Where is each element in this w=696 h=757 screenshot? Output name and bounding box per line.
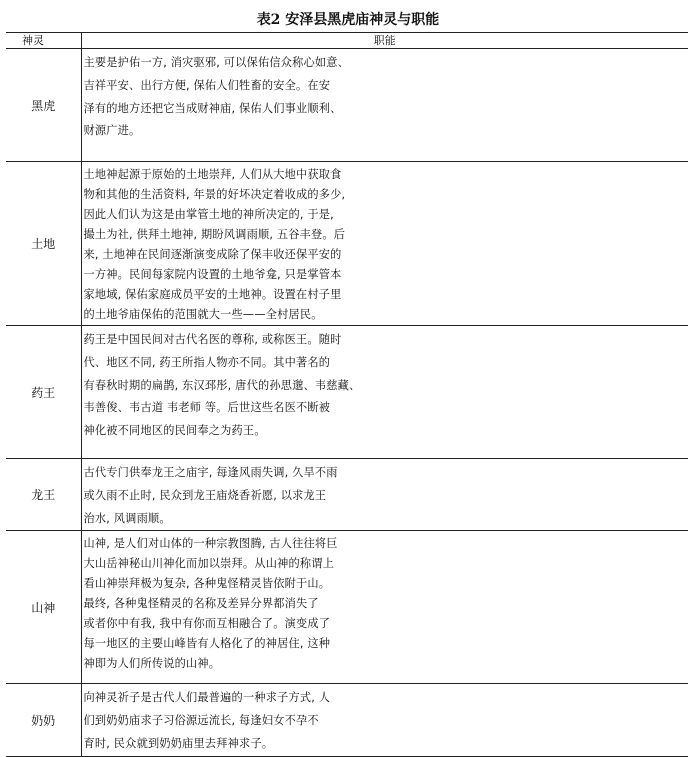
function-text-line: 神即为人们所传说的山神。 bbox=[83, 657, 221, 671]
function-text-line: 土地神起源于原始的土地崇拜, 人们从大地中获取食 bbox=[83, 168, 342, 181]
deity-function-table bbox=[6, 32, 688, 757]
function-text-line: 们到奶奶庙求子习俗源远流长, 每逢妇女不孕不 bbox=[83, 714, 319, 728]
deity-name: 山神 bbox=[6, 531, 81, 684]
table-header-row bbox=[6, 33, 688, 49]
function-text-line: 古代专门供奉龙王之庙宇, 每逢风雨失调, 久旱不雨 bbox=[83, 466, 338, 479]
function-text-line: 一方神。民间每家院内设置的土地爷龛, 只是掌管本 bbox=[83, 268, 342, 281]
function-text-line: 大山岳神秘山川神化而加以崇拜。从山神的称谓上 bbox=[83, 557, 335, 571]
function-text-line: 代、地区不同, 药王所指人物亦不同。其中著名的 bbox=[83, 355, 331, 369]
function-text-line: 的土地爷庙保佑的范围就大一些——全村居民。 bbox=[83, 308, 323, 321]
deity-function-text bbox=[81, 684, 688, 756]
table-row bbox=[6, 531, 688, 684]
function-text-line: 神化被不同地区的民间奉之为药王。 bbox=[83, 424, 266, 438]
deity-name: 龙王 bbox=[6, 459, 81, 531]
deity-name: 药王 bbox=[6, 326, 81, 459]
deity-function-text bbox=[81, 162, 688, 326]
table-row bbox=[6, 49, 688, 162]
deity-function-text bbox=[81, 531, 688, 684]
function-text-line: 山神, 是人们对山体的一种宗教图腾, 古人往往将巨 bbox=[83, 537, 338, 551]
function-text-line: 治水, 风调雨顺。 bbox=[83, 511, 171, 525]
function-text-line: 最终, 各种鬼怪精灵的名称及差异分界都消失了 bbox=[83, 597, 319, 611]
function-text-line: 家地域, 保佑家庭成员平安的土地神。设置在村子里 bbox=[83, 288, 342, 301]
function-text-line: 财源广进。 bbox=[83, 124, 141, 138]
function-text-line: 育时, 民众就到奶奶庙里去拜神求子。 bbox=[83, 736, 274, 750]
header-deity: 神灵 bbox=[6, 33, 81, 49]
deity-name: 奶奶 bbox=[6, 684, 81, 756]
deity-function-text bbox=[81, 459, 688, 531]
table-row bbox=[6, 162, 688, 326]
function-text-line: 有春秋时期的扁鹊, 东汉邳彤, 唐代的孙思邈、韦慈藏、 bbox=[83, 378, 361, 392]
function-text-line: 物和其他的生活资料, 年景的好坏决定着收成的多少, bbox=[83, 188, 346, 201]
table-row bbox=[6, 684, 688, 756]
function-text-line: 韦善俊、韦古道 韦老师 等。后世这些名医不断被 bbox=[83, 401, 331, 415]
table-title: 表2 安泽县黑虎庙神灵与职能 bbox=[256, 12, 440, 28]
function-text-line: 主要是护佑一方, 消灾驱邪, 可以保佑信众称心如意、 bbox=[83, 56, 350, 69]
deity-function-text bbox=[81, 49, 688, 162]
header-function: 职能 bbox=[81, 33, 688, 49]
function-text-line: 看山神崇拜极为复杂, 各种鬼怪精灵皆依附于山。 bbox=[83, 577, 331, 591]
function-text-line: 撮土为社, 供拜土地神, 期盼风调雨顺, 五谷丰登。后 bbox=[83, 228, 346, 241]
function-text-line: 或久雨不止时, 民众到龙王庙烧香祈愿, 以求龙王 bbox=[83, 488, 327, 502]
function-text-line: 每一地区的主要山峰皆有人格化了的神居住, 这种 bbox=[83, 637, 331, 651]
function-text-line: 因此人们认为这是由掌管土地的神所决定的, 于是, bbox=[83, 208, 334, 221]
deity-function-text bbox=[81, 326, 688, 459]
function-text-line: 来, 土地神在民间逐渐演变成除了保丰收还保平安的 bbox=[83, 248, 342, 261]
deity-name: 土地 bbox=[6, 162, 81, 326]
function-text-line: 药王是中国民间对古代名医的尊称, 或称医王。随时 bbox=[83, 333, 342, 346]
function-text-line: 吉祥平安、出行方便, 保佑人们牲畜的安全。在安 bbox=[83, 78, 331, 92]
table-row bbox=[6, 459, 688, 531]
function-text-line: 泽有的地方还把它当成财神庙, 保佑人们事业顺利、 bbox=[83, 101, 342, 115]
function-text-line: 向神灵祈子是古代人们最普遍的一种求子方式, 人 bbox=[83, 691, 331, 705]
table-row bbox=[6, 326, 688, 459]
deity-name: 黑虎 bbox=[6, 49, 81, 162]
function-text-line: 或者你中有我, 我中有你而互相融合了。演变成了 bbox=[83, 617, 331, 631]
